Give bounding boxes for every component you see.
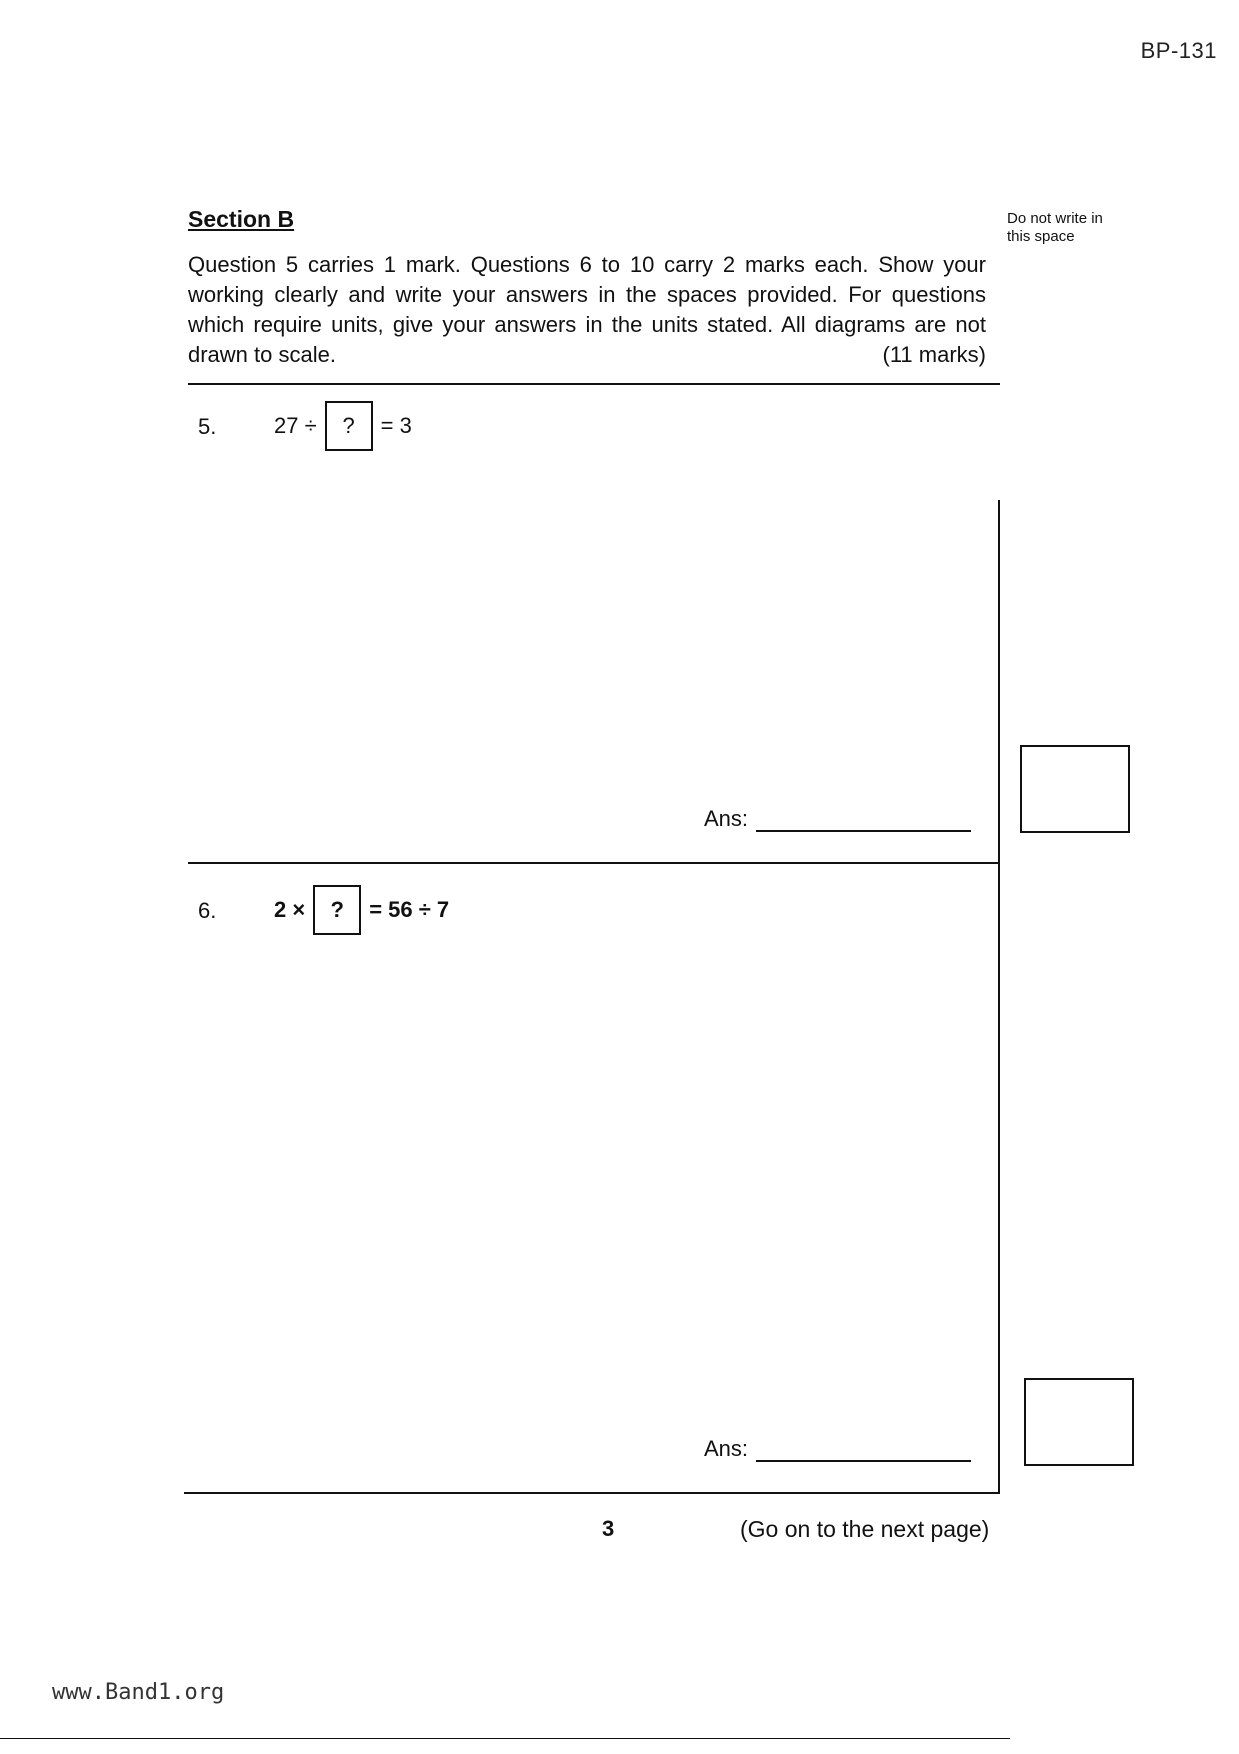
next-page-note: (Go on to the next page) bbox=[740, 1516, 990, 1542]
margin-note: Do not write in this space bbox=[1007, 210, 1103, 245]
margin-rule bbox=[998, 500, 1000, 1492]
instructions-text: Question 5 carries 1 mark. Questions 6 to 10 carry 2 marks each. Show your working clearly and write your answers in the spaces provided. For questions which require units, give your answers in the units stated. All diagrams are not drawn to scale. bbox=[188, 252, 986, 367]
question-5-score-box bbox=[1020, 745, 1130, 833]
section-marks: (11 marks) bbox=[875, 340, 987, 370]
page-number: 3 bbox=[602, 1516, 615, 1541]
question-5-unknown-box: ? bbox=[325, 401, 373, 451]
question-5-left: 27 ÷ bbox=[274, 413, 317, 438]
question-5-answer-line[interactable] bbox=[756, 810, 971, 832]
question-6-score-box bbox=[1024, 1378, 1134, 1466]
paper-code: BP-131 bbox=[1140, 38, 1217, 63]
question-5-expression bbox=[274, 401, 412, 451]
question-6-unknown-box: ? bbox=[313, 885, 361, 935]
question-6-left: 2 × bbox=[274, 897, 306, 922]
question-6-right: = 56 ÷ 7 bbox=[369, 897, 450, 922]
question-divider bbox=[188, 862, 1000, 864]
question-6-answer-line[interactable] bbox=[756, 1440, 971, 1462]
question-6-number: 6. bbox=[198, 898, 217, 923]
section-instructions bbox=[188, 250, 986, 370]
footer-website: www.Band1.org bbox=[52, 1680, 225, 1705]
section-title: Section B bbox=[188, 206, 295, 232]
section-top-rule bbox=[188, 383, 1000, 385]
question-6-ans-label: Ans: bbox=[704, 1436, 749, 1461]
question-5-right: = 3 bbox=[380, 413, 412, 438]
question-6-expression bbox=[274, 885, 449, 935]
scan-bottom-edge bbox=[0, 1738, 1010, 1739]
question-5-answer bbox=[704, 806, 971, 832]
section-bottom-rule bbox=[184, 1492, 1000, 1494]
question-5-ans-label: Ans: bbox=[704, 806, 749, 831]
question-6-answer bbox=[704, 1436, 971, 1462]
question-5-number: 5. bbox=[198, 414, 217, 439]
